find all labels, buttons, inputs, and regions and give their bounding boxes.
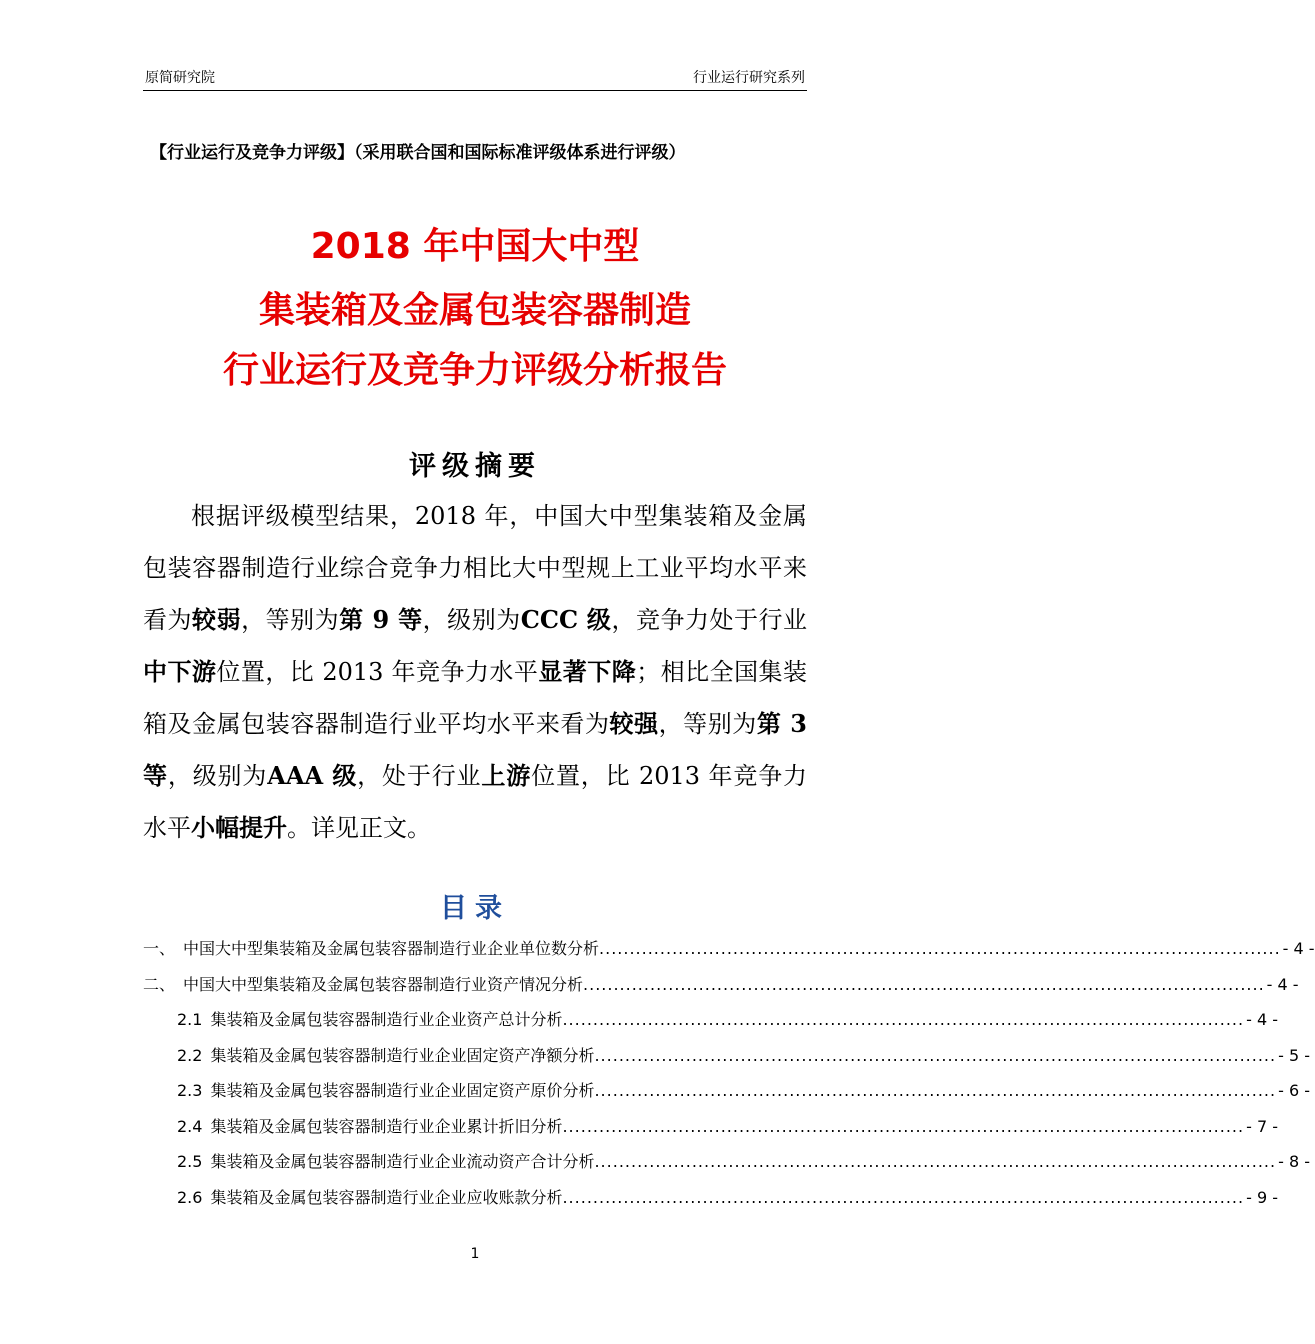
toc-entry-number: 2.2 bbox=[177, 1045, 203, 1065]
toc-entry[interactable] bbox=[143, 936, 1315, 972]
summary-emphasis: 第 9 等 bbox=[339, 605, 423, 634]
toc-leader-dots bbox=[562, 1117, 1244, 1136]
toc-entry-label: 集装箱及金属包装容器制造行业企业资产总计分析 bbox=[210, 1010, 563, 1029]
toc-entry-page: - 5 - bbox=[1278, 1045, 1310, 1065]
toc-leader-dots bbox=[594, 1046, 1276, 1065]
toc-entry[interactable] bbox=[143, 972, 1299, 1008]
toc-entry-page: - 8 - bbox=[1278, 1152, 1310, 1171]
header-right-text: 行业运行研究系列 bbox=[693, 70, 805, 86]
toc-entry-page: - 9 - bbox=[1246, 1187, 1278, 1207]
toc-entry-label: 集装箱及金属包装容器制造行业企业流动资产合计分析 bbox=[210, 1152, 595, 1171]
toc-entry-number: 2.6 bbox=[177, 1187, 203, 1207]
summary-text: ，处于行业 bbox=[357, 762, 482, 790]
toc-entry-page: - 6 - bbox=[1278, 1081, 1310, 1100]
summary-text: ，级别为 bbox=[422, 606, 521, 634]
toc-leader-dots bbox=[594, 1081, 1276, 1100]
page-number: 1 bbox=[470, 1246, 480, 1262]
toc-subentry[interactable] bbox=[143, 1078, 1310, 1114]
toc-subentry[interactable] bbox=[143, 1149, 1310, 1185]
toc-entry-number: 2.3 bbox=[177, 1081, 203, 1100]
toc-entry-page: - 4 - bbox=[1246, 1010, 1278, 1029]
rating-tag: 【行业运行及竞争力评级】（采用联合国和国际标准评级体系进行评级） bbox=[150, 143, 686, 163]
toc-entry-label: 中国大中型集装箱及金属包装容器制造行业资产情况分析 bbox=[183, 974, 584, 994]
summary-paragraph bbox=[143, 490, 807, 854]
summary-text: ，竞争力处于行业 bbox=[611, 606, 808, 634]
toc-entry-number: 2.5 bbox=[177, 1152, 203, 1171]
summary-text: 。详见正文。 bbox=[287, 814, 431, 842]
table-of-contents bbox=[143, 936, 1315, 1220]
toc-entry-label: 中国大中型集装箱及金属包装容器制造行业企业单位数分析 bbox=[183, 939, 600, 958]
toc-subentry[interactable] bbox=[143, 1114, 1278, 1150]
toc-subentry[interactable] bbox=[143, 1185, 1278, 1221]
toc-subentry[interactable] bbox=[143, 1043, 1310, 1079]
toc-entry-number: 2.1 bbox=[177, 1010, 203, 1029]
summary-emphasis: AAA 级 bbox=[267, 761, 358, 790]
report-title-line-3: 行业运行及竞争力评级分析报告 bbox=[222, 350, 727, 391]
summary-emphasis: 小幅提升 bbox=[191, 813, 287, 842]
toc-leader-dots bbox=[583, 975, 1265, 994]
toc-entry-label: 集装箱及金属包装容器制造行业企业固定资产原价分析 bbox=[210, 1081, 595, 1100]
summary-heading: 评级摘要 bbox=[409, 451, 541, 482]
toc-entry-label: 集装箱及金属包装容器制造行业企业应收账款分析 bbox=[210, 1187, 563, 1207]
toc-entry-label: 集装箱及金属包装容器制造行业企业累计折旧分析 bbox=[210, 1116, 563, 1136]
report-title-line-1: 2018 年中国大中型 bbox=[310, 226, 640, 267]
summary-emphasis: 较强 bbox=[609, 709, 659, 738]
summary-text: ，等别为 bbox=[658, 710, 757, 738]
toc-entry-number: 一、 bbox=[143, 939, 176, 958]
toc-entry-label: 集装箱及金属包装容器制造行业企业固定资产净额分析 bbox=[210, 1045, 595, 1065]
toc-subentry[interactable] bbox=[143, 1007, 1278, 1043]
summary-emphasis: 中下游 bbox=[143, 657, 217, 686]
toc-heading: 目录 bbox=[440, 893, 510, 924]
toc-entry-page: - 7 - bbox=[1246, 1116, 1278, 1136]
summary-body bbox=[143, 490, 807, 854]
toc-leader-dots bbox=[594, 1152, 1276, 1171]
summary-text: 位置，比 2013 年竞争力水平 bbox=[143, 762, 808, 842]
summary-text: ，级别为 bbox=[167, 762, 268, 790]
summary-emphasis: CCC 级 bbox=[520, 605, 612, 634]
report-title-line-2: 集装箱及金属包装容器制造 bbox=[258, 290, 691, 331]
toc-leader-dots bbox=[562, 1188, 1244, 1207]
toc-leader-dots bbox=[599, 939, 1281, 958]
toc-entry-page: - 4 - bbox=[1282, 939, 1315, 958]
summary-text: ，等别为 bbox=[241, 606, 340, 634]
summary-text: 位置，比 2013 年竞争力水平 bbox=[216, 658, 539, 686]
toc-leader-dots bbox=[562, 1010, 1244, 1029]
header-left-text: 原简研究院 bbox=[145, 70, 215, 86]
summary-emphasis: 第 3 等 bbox=[143, 709, 808, 790]
summary-emphasis: 较弱 bbox=[192, 605, 242, 634]
toc-entry-number: 2.4 bbox=[177, 1116, 203, 1136]
summary-emphasis: 上游 bbox=[481, 761, 532, 790]
page-header bbox=[143, 62, 807, 91]
toc-entry-page: - 4 - bbox=[1266, 974, 1299, 994]
toc-entry-number: 二、 bbox=[143, 974, 176, 994]
summary-text: 根据评级模型结果，2018 年，中国大中型集装箱及金属包装容器制造行业综合竞争力相比大中型规上工业平均水平来看为 bbox=[143, 502, 807, 634]
summary-text: ；相比全国集装箱及金属包装容器制造行业平均水平来看为 bbox=[143, 658, 808, 738]
summary-emphasis: 显著下降 bbox=[538, 657, 637, 686]
